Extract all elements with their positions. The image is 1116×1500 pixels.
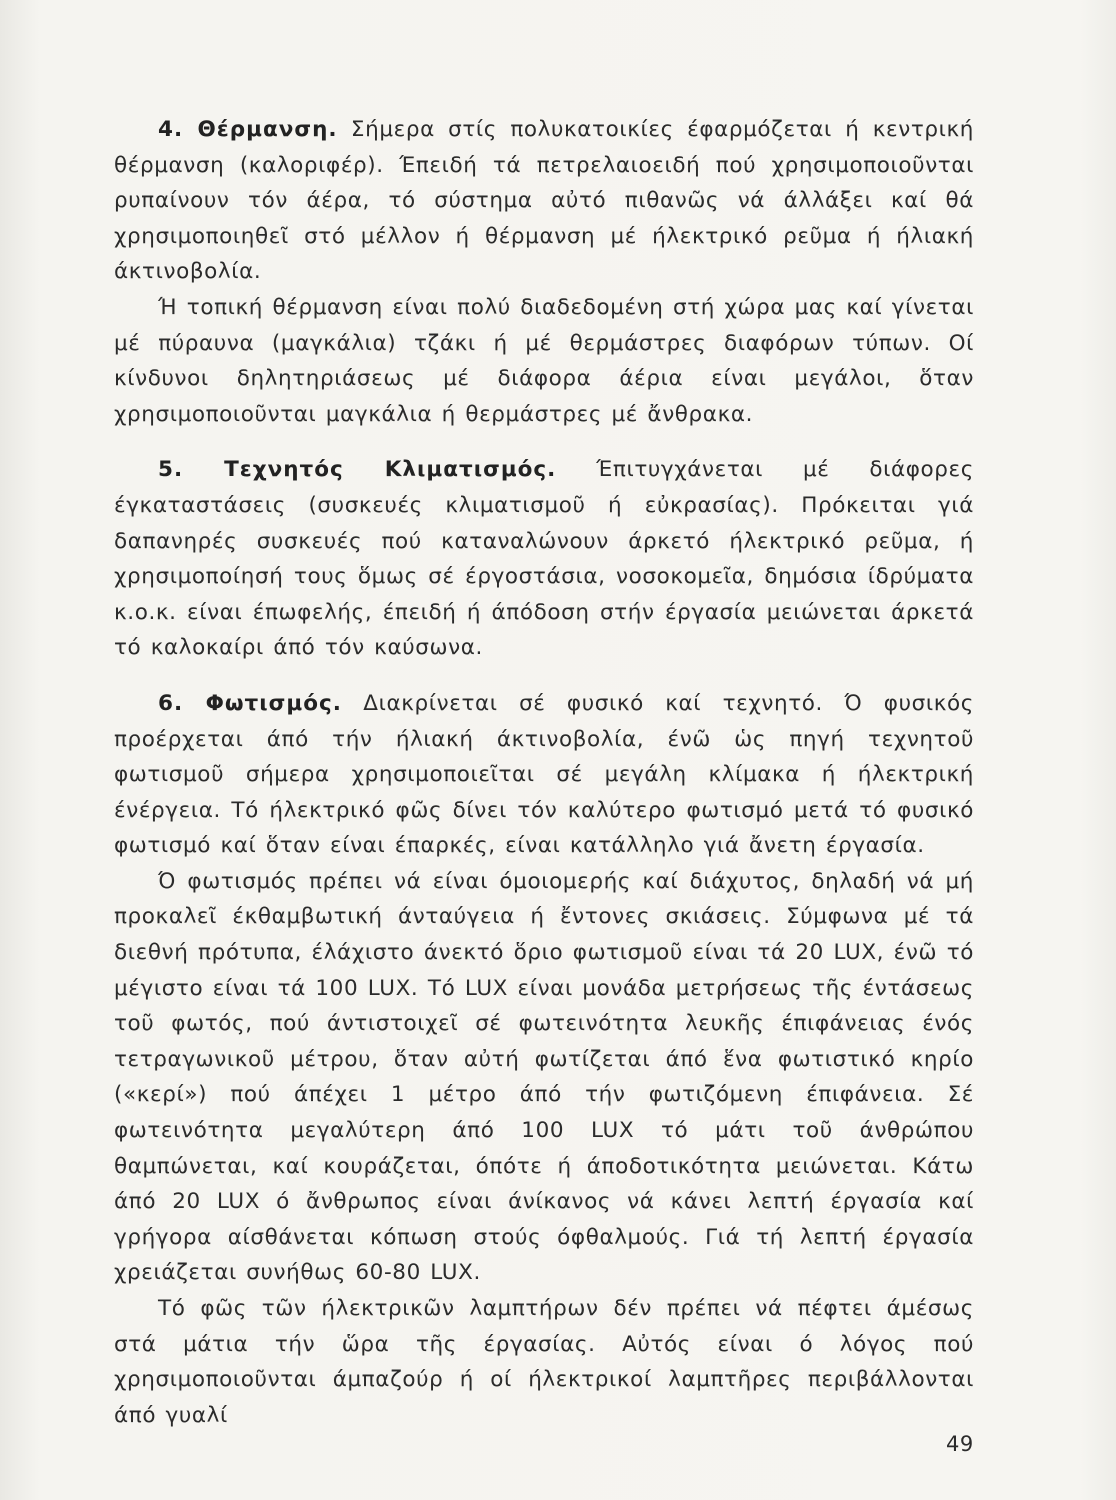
section-4-heading: 4. Θέρμανση. xyxy=(158,117,338,142)
section-4-text: Σήμερα στίς πολυκατοικίες έφαρμόζεται ή κεντρική θέρμανση (καλοριφέρ). Έπειδή τά πετρελαιοειδή πού χρησιμοποιοῦνται ρυπαίνουν τόν άέρα, τό σύστημα αὐτό πιθανῶς νά άλλάξει καί θά χρησιμοποιηθεῖ στό μέλλον ή θέρμανση μέ ήλεκτρικό ρεῦμα ή ήλιακή άκτινοβολία. xyxy=(114,117,975,285)
section-5-text: Έπιτυγχάνεται μέ διάφορες έγκαταστάσεις (συσκευές κλιματισμοῦ ή εὐκρασίας). Πρόκειται γιά δαπανηρές συσκευές πού καταναλώνουν άρκετό ήλεκτρικό ρεῦμα, ή χρησιμοποίησή τους ὅμως σέ έργοστάσια, νοσοκομεῖα, δημόσια ίδρύματα κ.ο.κ. είναι έπωφελής, έπειδή ή άπόδοση στήν έργασία μειώνεται άρκετά τό καλοκαίρι άπό τόν καύσωνα. xyxy=(114,457,974,661)
section-5-paragraph xyxy=(114,452,974,666)
section-4-paragraph-2: Ή τοπική θέρμανση είναι πολύ διαδεδομένη στή χώρα μας καί γίνεται μέ πύραυνα (μαγκάλια) τζάκι ή μέ θερμάστρες διαφόρων τύπων. Οί κίνδυνοι δηλητηριάσεως μέ διάφορα άέρια είναι μεγάλοι, ὅταν χρησιμοποιοῦνται μαγκάλια ή θερμάστρες μέ ἄνθρακα. xyxy=(114,294,974,427)
section-6-paragraph-2: Ό φωτισμός πρέπει νά είναι όμοιομερής καί διάχυτος, δηλαδή νά μή προκαλεῖ έκθαμβωτική άνταύγεια ή ἔντονες σκιάσεις. Σύμφωνα μέ τά διεθνή πρότυπα, έλάχιστο άνεκτό ὅριο φωτισμοῦ είναι τά 20 LUX, ένῶ τό μέγιστο είναι τά 100 LUX. Τό LUX είναι μονάδα μετρήσεως τῆς έντάσεως τοῦ φωτός, πού άντιστοιχεῖ σέ φωτεινότητα λευκῆς έπιφάνειας ένός τετραγωνικοῦ μέτρου, ὅταν αὐτή φωτίζεται άπό ἕνα φωτιστικό κηρίο («κερί») πού άπέχει 1 μέτρο άπό τήν φωτιζόμενη έπιφάνεια. Σέ φωτεινότητα μεγαλύτερη άπό 100 LUX τό μάτι τοῦ άνθρώπου θαμπώνεται, καί κουράζεται, όπότε ή άποδοτικότητα μειώνεται. Κάτω άπό 20 LUX ό ἄνθρωπος είναι άνίκανος νά κάνει λεπτή έργασία καί γρήγορα αίσθάνεται κόπωση στούς όφθαλμούς. Γιά τή λεπτή έργασία χρειάζεται συνήθως 60-80 LUX. xyxy=(114,868,974,1286)
section-6-text: Διακρίνεται σέ φυσικό καί τεχνητό. Ό φυσικός προέρχεται άπό τήν ήλιακή άκτινοβολία, ένῶ ὡς πηγή τεχνητοῦ φωτισμοῦ σήμερα χρησιμοποιεῖται σέ μεγάλη κλίμακα ή ήλεκτρική ένέργεια. Τό ήλεκτρικό φῶς δίνει τόν καλύτερο φωτισμό μετά τό φυσικό φωτισμό καί ὅταν είναι έπαρκές, είναι κατάλληλο γιά ἄνετη έργασία. xyxy=(114,690,974,859)
body-text xyxy=(114,112,974,1433)
section-6-heading: 6. Φωτισμός. xyxy=(158,690,342,716)
page-number: 49 xyxy=(946,1432,974,1456)
section-6-paragraph-3: Τό φῶς τῶν ήλεκτρικῶν λαμπτήρων δέν πρέπει νά πέφτει άμέσως στά μάτια τήν ὥρα τῆς έργασίας. Αὐτός είναι ό λόγος πού χρησιμοποιοῦνται άμπαζούρ ή οί ήλεκτρικοί λαμπτῆρες περιβάλλονται άπό γυαλί xyxy=(114,1296,974,1428)
section-5-heading: 5. Τεχνητός Κλιματισμός. xyxy=(158,457,557,483)
section-6-paragraph xyxy=(114,686,974,864)
section-4-paragraph xyxy=(114,112,974,290)
